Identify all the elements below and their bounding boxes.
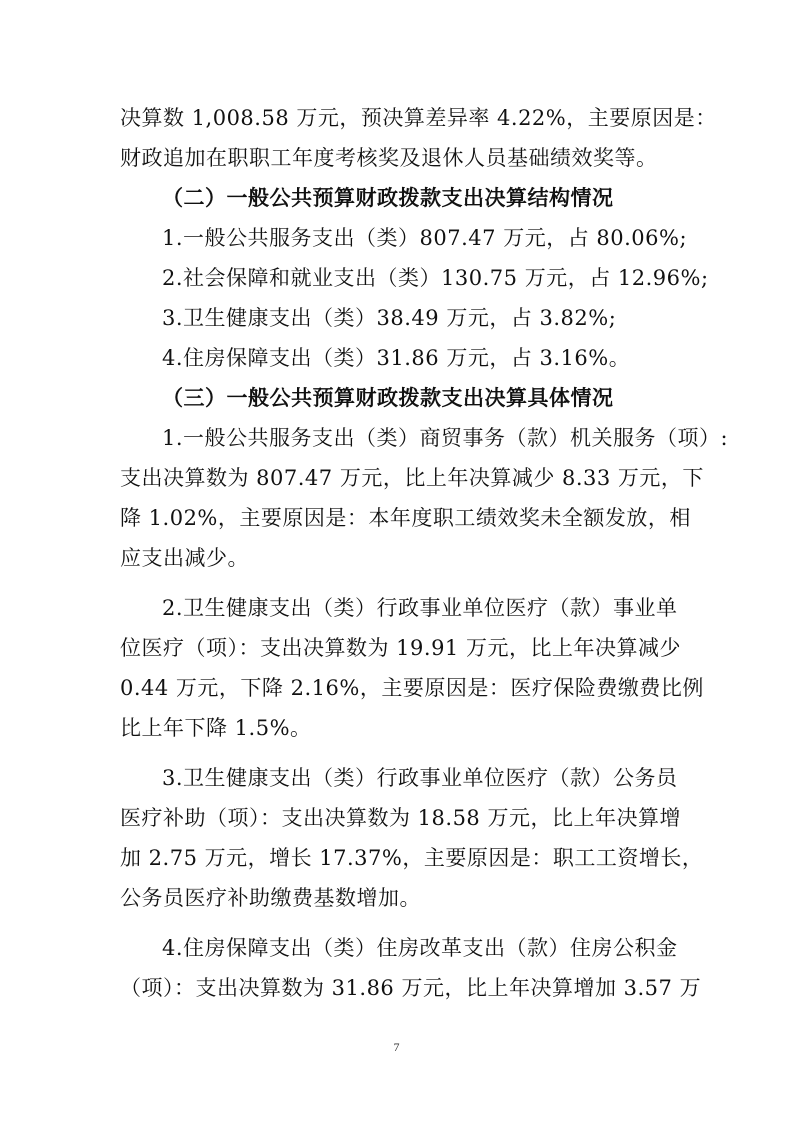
paragraph-gap	[120, 748, 675, 758]
paragraph-line: 加 2.75 万元，增长 17.37%，主要原因是：职工工资增长，	[120, 846, 704, 870]
paragraph-line: 2.卫生健康支出（类）行政事业单位医疗（款）事业单	[162, 596, 678, 620]
paragraph-line: 支出决算数为 807.47 万元，比上年决算减少 8.33 万元，下	[120, 466, 704, 490]
paragraph-line: 3.卫生健康支出（类）行政事业单位医疗（款）公务员	[162, 766, 678, 790]
paragraph-gap	[120, 918, 675, 928]
paragraph-gap	[120, 578, 675, 588]
paragraph-line: 比上年下降 1.5%。	[120, 716, 312, 740]
paragraph-line: 应支出减少。	[120, 546, 249, 570]
list-item: 3.卫生健康支出（类）38.49 万元，占 3.82%;	[162, 306, 617, 330]
paragraph-line: 4.住房保障支出（类）住房改革支出（款）住房公积金	[162, 936, 678, 960]
paragraph-line: 决算数 1,008.58 万元，预决算差异率 4.22%，主要原因是：	[120, 106, 717, 130]
paragraph-line: 医疗补助（项）：支出决算数为 18.58 万元，比上年决算增	[120, 806, 681, 830]
list-item: 4.住房保障支出（类）31.86 万元，占 3.16%。	[162, 346, 631, 370]
list-item: 2.社会保障和就业支出（类）130.75 万元，占 12.96%;	[162, 266, 709, 290]
paragraph-line: （项）：支出决算数为 31.86 万元，比上年决算增加 3.57 万	[120, 976, 702, 1000]
paragraph-line: 位医疗（项）：支出决算数为 19.91 万元，比上年决算减少	[120, 636, 681, 660]
document-body	[120, 98, 729, 1008]
paragraph-line: 财政追加在职职工年度考核奖及退休人员基础绩效奖等。	[120, 146, 658, 170]
list-item: 1.一般公共服务支出（类）807.47 万元，占 80.06%;	[162, 226, 688, 250]
paragraph-line: 1.一般公共服务支出（类）商贸事务（款）机关服务（项）:	[162, 426, 729, 450]
page-number: 7	[393, 1040, 400, 1054]
section-heading: （二）一般公共预算财政拨款支出决算结构情况	[162, 185, 614, 210]
paragraph-line: 0.44 万元，下降 2.16%，主要原因是：医疗保险费缴费比例	[120, 676, 704, 700]
section-heading: （三）一般公共预算财政拨款支出决算具体情况	[162, 385, 614, 410]
paragraph-line: 公务员医疗补助缴费基数增加。	[120, 886, 421, 910]
paragraph-line: 降 1.02%，主要原因是：本年度职工绩效奖未全额发放，相	[120, 506, 691, 530]
